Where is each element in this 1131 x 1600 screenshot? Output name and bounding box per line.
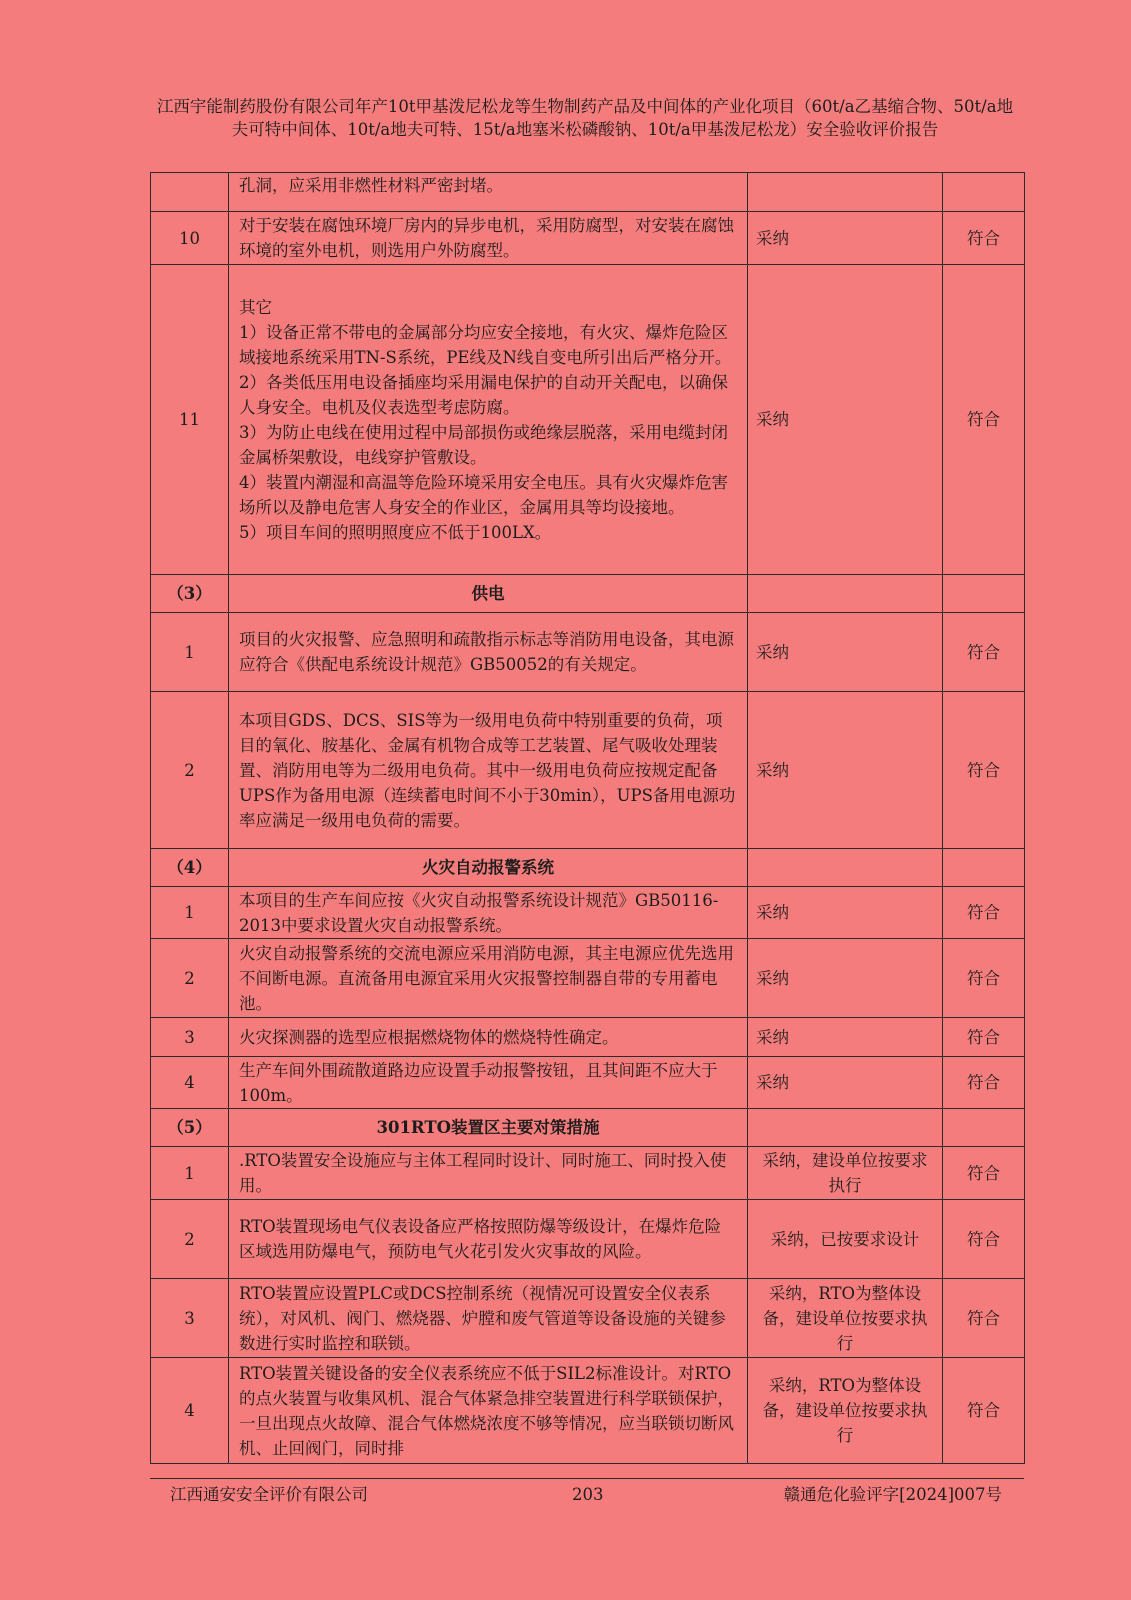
- table-row: [151, 939, 1025, 1018]
- adoption-status: [748, 173, 943, 212]
- adoption-status: 采纳: [748, 692, 943, 849]
- table-row: [151, 265, 1025, 575]
- section-number: （3）: [151, 575, 229, 613]
- adoption-status: 采纳，已按要求设计: [748, 1200, 943, 1279]
- item-number: 1: [151, 613, 229, 692]
- measure-text: 对于安装在腐蚀环境厂房内的异步电机，采用防腐型，对安装在腐蚀环境的室外电机，则选用户外防腐型。: [229, 212, 748, 265]
- compliance-result: 符合: [943, 212, 1025, 265]
- item-number: [151, 173, 229, 212]
- table-row: [151, 1057, 1025, 1109]
- table-row: [151, 1200, 1025, 1279]
- measure-text: RTO装置现场电气仪表设备应严格按照防爆等级设计，在爆炸危险区域选用防爆电气，预防电气火花引发火灾事故的风险。: [229, 1200, 748, 1279]
- compliance-result: 符合: [943, 939, 1025, 1018]
- item-number: 10: [151, 212, 229, 265]
- adoption-status: 采纳，建设单位按要求执行: [748, 1147, 943, 1200]
- section-number: （4）: [151, 849, 229, 887]
- adoption-status: 采纳，RTO为整体设备，建设单位按要求执行: [748, 1358, 943, 1464]
- compliance-result: 符合: [943, 692, 1025, 849]
- section-row: [151, 1109, 1025, 1147]
- section-number: （5）: [151, 1109, 229, 1147]
- footer-page-number: 203: [572, 1485, 604, 1504]
- measure-text: 项目的火灾报警、应急照明和疏散指示标志等消防用电设备，其电源应符合《供配电系统设计规范》GB50052的有关规定。: [229, 613, 748, 692]
- item-number: 1: [151, 1147, 229, 1200]
- footer-company: 江西通安安全评价有限公司: [170, 1485, 368, 1504]
- table-row: [151, 1147, 1025, 1200]
- item-number: 2: [151, 1200, 229, 1279]
- item-number: 11: [151, 265, 229, 575]
- compliance-result: [943, 173, 1025, 212]
- adoption-status: 采纳: [748, 1018, 943, 1057]
- section-row: [151, 849, 1025, 887]
- item-number: 3: [151, 1018, 229, 1057]
- adoption-status: 采纳: [748, 887, 943, 939]
- adoption-status: 采纳: [748, 265, 943, 575]
- measures-table-body: [151, 173, 1025, 1464]
- empty-cell: [748, 849, 943, 887]
- section-row: [151, 575, 1025, 613]
- empty-cell: [943, 575, 1025, 613]
- table-row: [151, 613, 1025, 692]
- item-number: 4: [151, 1358, 229, 1464]
- compliance-result: 符合: [943, 1200, 1025, 1279]
- section-title: 301RTO装置区主要对策措施: [229, 1109, 748, 1147]
- measure-text: RTO装置关键设备的安全仪表系统应不低于SIL2标准设计。对RTO的点火装置与收集风机、混合气体紧急排空装置进行科学联锁保护，一旦出现点火故障、混合气体燃烧浓度不够等情况，应当联锁切断风机、止回阀门，同时排: [229, 1358, 748, 1464]
- measure-text: RTO装置应设置PLC或DCS控制系统（视情况可设置安全仪表系统），对风机、阀门、燃烧器、炉膛和废气管道等设备设施的关键参数进行实时监控和联锁。: [229, 1279, 748, 1358]
- empty-cell: [748, 1109, 943, 1147]
- adoption-status: 采纳: [748, 1057, 943, 1109]
- table-row: [151, 1358, 1025, 1464]
- compliance-result: 符合: [943, 1057, 1025, 1109]
- measure-text: .RTO装置安全设施应与主体工程同时设计、同时施工、同时投入使用。: [229, 1147, 748, 1200]
- item-number: 2: [151, 939, 229, 1018]
- empty-cell: [748, 575, 943, 613]
- section-title: 火灾自动报警系统: [229, 849, 748, 887]
- table-row: [151, 173, 1025, 212]
- compliance-result: 符合: [943, 613, 1025, 692]
- compliance-result: 符合: [943, 887, 1025, 939]
- compliance-result: 符合: [943, 1358, 1025, 1464]
- compliance-result: 符合: [943, 1279, 1025, 1358]
- table-row: [151, 1018, 1025, 1057]
- empty-cell: [943, 849, 1025, 887]
- item-number: 3: [151, 1279, 229, 1358]
- empty-cell: [943, 1109, 1025, 1147]
- section-title: 供电: [229, 575, 748, 613]
- footer-doc-number: 赣通危化验评字[2024]007号: [783, 1485, 1002, 1504]
- measure-text: 本项目GDS、DCS、SIS等为一级用电负荷中特别重要的负荷，项目的氧化、胺基化、金属有机物合成等工艺装置、尾气吸收处理装置、消防用电等为二级用电负荷。其中一级用电负荷应按规定配备UPS作为备用电源（连续蓄电时间不小于30min），UPS备用电源功率应满足一级用电负荷的需要。: [229, 692, 748, 849]
- adoption-status: 采纳: [748, 939, 943, 1018]
- item-number: 4: [151, 1057, 229, 1109]
- measure-text: 孔洞，应采用非燃性材料严密封堵。: [229, 173, 748, 212]
- compliance-result: 符合: [943, 1018, 1025, 1057]
- table-row: [151, 692, 1025, 849]
- page-footer: [150, 1478, 1024, 1504]
- table-row: [151, 212, 1025, 265]
- adoption-status: 采纳: [748, 212, 943, 265]
- table-row: [151, 887, 1025, 939]
- measure-text: 火灾探测器的选型应根据燃烧物体的燃烧特性确定。: [229, 1018, 748, 1057]
- measure-text: 本项目的生产车间应按《火灾自动报警系统设计规范》GB50116-2013中要求设置火灾自动报警系统。: [229, 887, 748, 939]
- measure-text: 火灾自动报警系统的交流电源应采用消防电源，其主电源应优先选用不间断电源。直流备用电源宜采用火灾报警控制器自带的专用蓄电池。: [229, 939, 748, 1018]
- measure-text: 其它 1）设备正常不带电的金属部分均应安全接地，有火灾、爆炸危险区域接地系统采用TN-S系统，PE线及N线自变电所引出后严格分开。 2）各类低压用电设备插座均采用漏电保护的自动开关配电，以确保人身安全。电机及仪表选型考虑防腐。 3）为防止电线在使用过程中局部损伤或绝缘层脱落，采用电缆封闭金属桥架敷设，电线穿护管敷设。 4）装置内潮湿和高温等危险环境采用安全电压。具有火灾爆炸危害场所以及静电危害人身安全的作业区，金属用具等均设接地。 5）项目车间的照明照度应不低于100LX。: [229, 265, 748, 575]
- item-number: 1: [151, 887, 229, 939]
- table-row: [151, 1279, 1025, 1358]
- compliance-result: 符合: [943, 265, 1025, 575]
- item-number: 2: [151, 692, 229, 849]
- compliance-result: 符合: [943, 1147, 1025, 1200]
- adoption-status: 采纳: [748, 613, 943, 692]
- adoption-status: 采纳，RTO为整体设备，建设单位按要求执行: [748, 1279, 943, 1358]
- measures-table: [150, 172, 1025, 1464]
- measure-text: 生产车间外围疏散道路边应设置手动报警按钮，且其间距不应大于100m。: [229, 1057, 748, 1109]
- page-header: 江西宇能制药股份有限公司年产10t甲基泼尼松龙等生物制药产品及中间体的产业化项目（60t/a乙基缩合物、50t/a地夫可特中间体、10t/a地夫可特、15t/a地塞米松磷酸钠、10t/a甲基泼尼松龙）安全验收评价报告: [156, 97, 1014, 139]
